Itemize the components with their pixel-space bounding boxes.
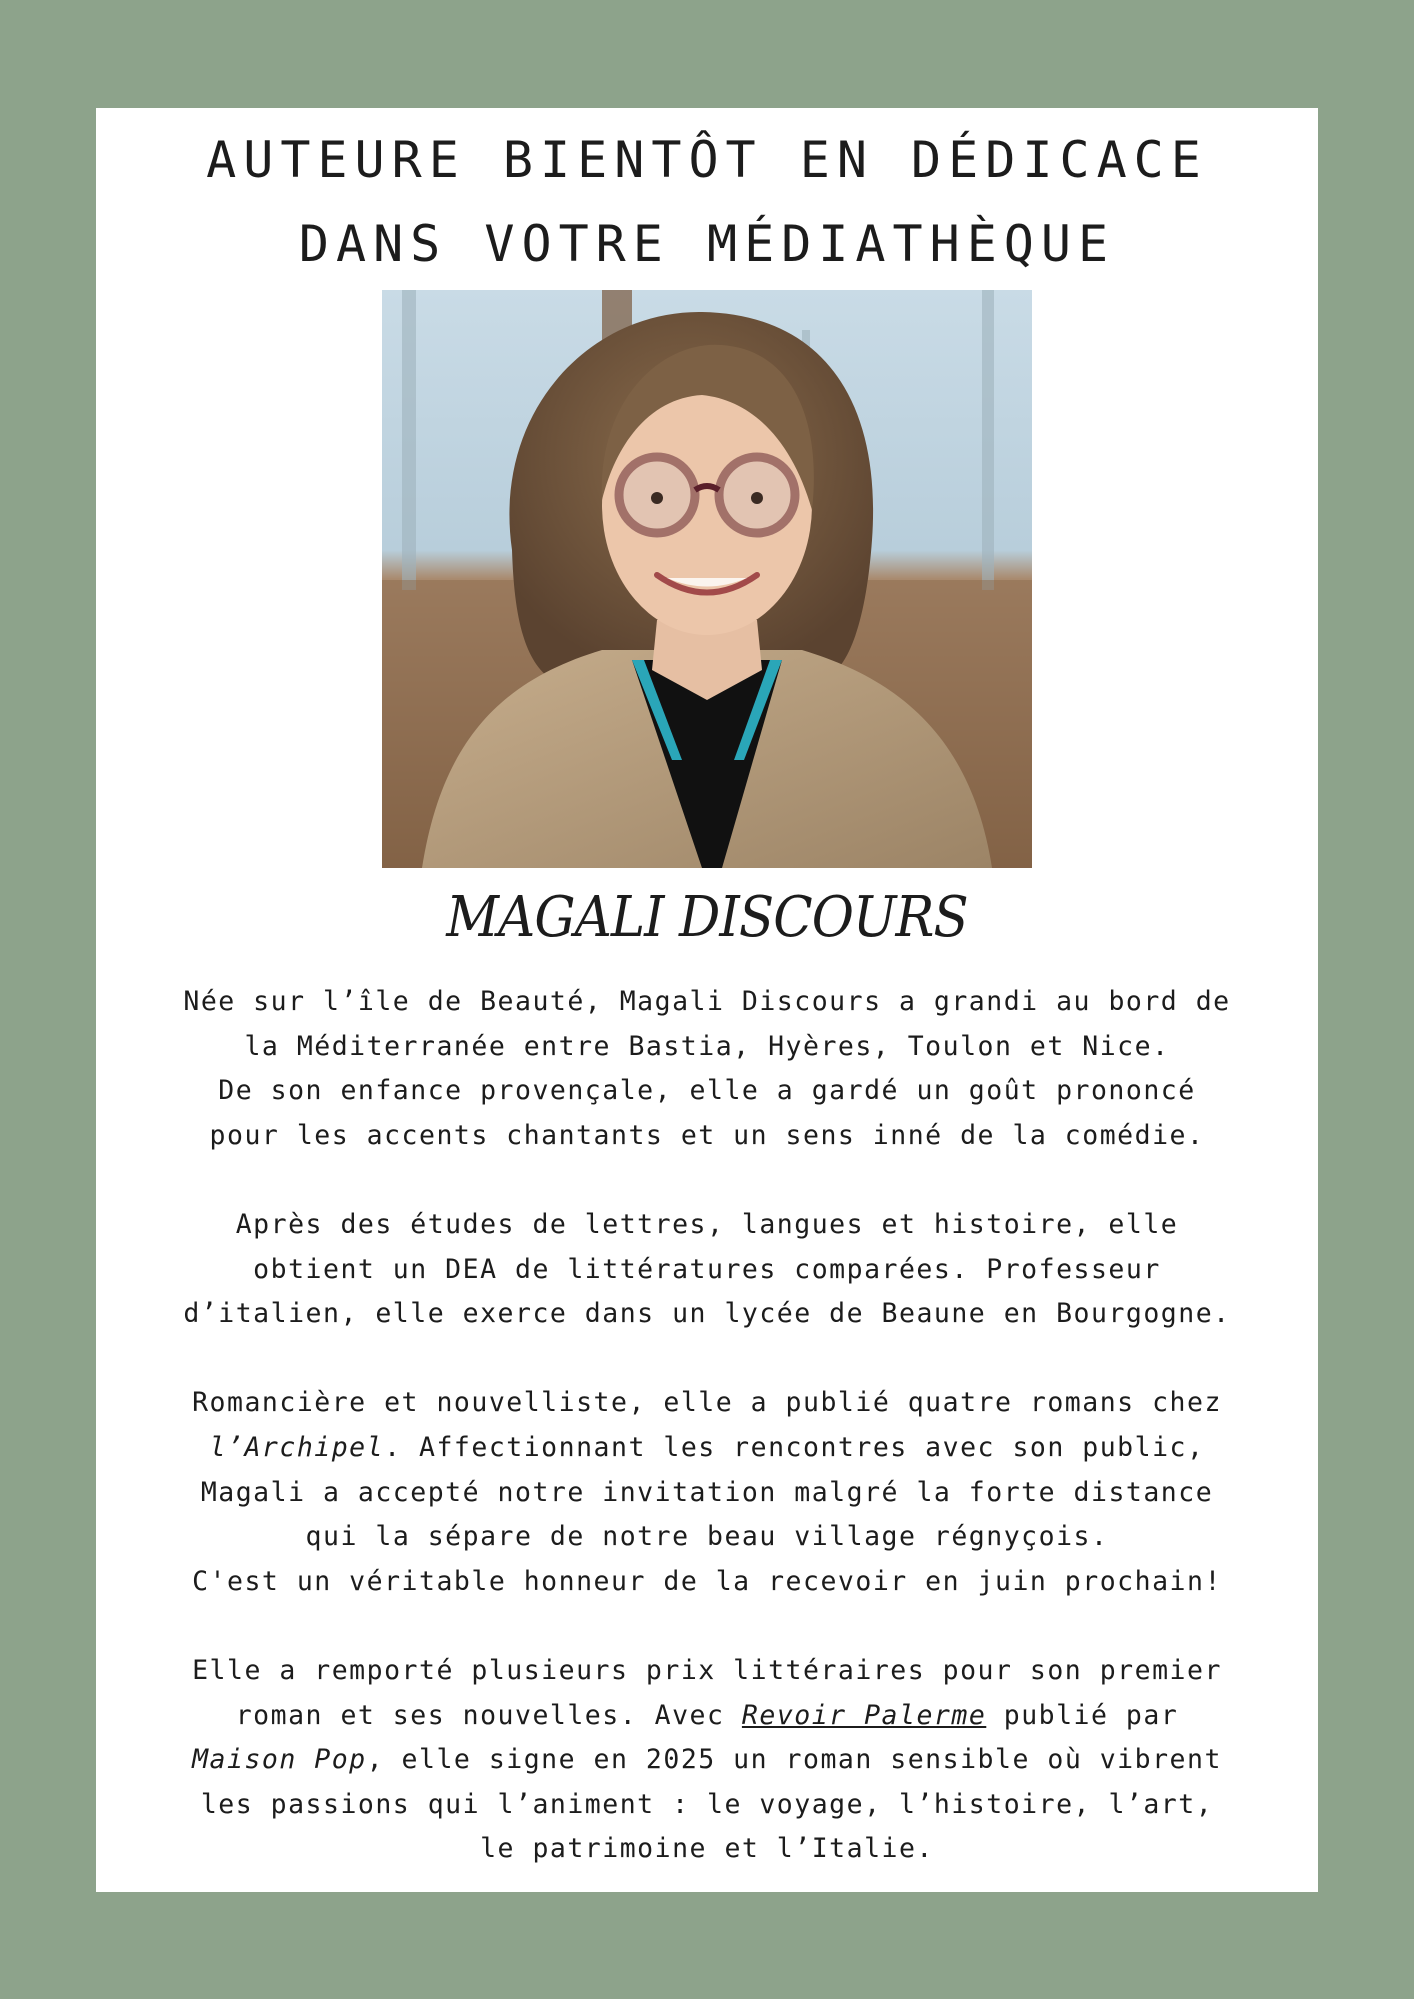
bio-paragraph-3	[116, 1381, 1298, 1604]
author-photo	[382, 290, 1032, 868]
bio-line: Après des études de lettres, langues et histoire, elle	[235, 1208, 1179, 1240]
headline-line-1: AUTEURE BIENTÔT EN DÉDICACE	[206, 131, 1208, 189]
bio-line	[116, 1694, 1298, 1739]
headline-line-2: DANS VOTRE MÉDIATHÈQUE	[298, 215, 1116, 273]
bio-paragraph-2	[116, 1203, 1298, 1337]
bio-paragraph-4	[116, 1649, 1298, 1872]
bio-text: , elle signe en 2025 un roman sensible où vibrent	[366, 1744, 1222, 1776]
poster-card	[96, 108, 1318, 1892]
bio-text: . Affectionnant les rencontres avec son public,	[384, 1431, 1205, 1463]
bio-line: le patrimoine et l’Italie.	[480, 1833, 934, 1865]
bio-text: roman et ses nouvelles. Avec	[235, 1699, 742, 1731]
bio-line: la Méditerranée entre Bastia, Hyères, Toulon et Nice.	[244, 1030, 1170, 1062]
bio-line: C'est un véritable honneur de la recevoir en juin prochain!	[192, 1565, 1222, 1597]
bio-line: qui la sépare de notre beau village régnyçois.	[305, 1521, 1109, 1553]
bio-line	[116, 1738, 1298, 1783]
bio-paragraph-1	[116, 980, 1298, 1158]
headline	[96, 118, 1318, 286]
author-biography	[116, 980, 1298, 1872]
bio-line: d’italien, elle exerce dans un lycée de Beaune en Bourgogne.	[183, 1298, 1231, 1330]
bio-line: Elle a remporté plusieurs prix littéraires pour son premier	[192, 1654, 1222, 1686]
bio-line: Magali a accepté notre invitation malgré la forte distance	[200, 1476, 1214, 1508]
bio-line: obtient un DEA de littératures comparées. Professeur	[253, 1253, 1161, 1285]
bio-line: pour les accents chantants et un sens inné de la comédie.	[209, 1119, 1205, 1151]
book-title-link[interactable]: Revoir Palerme	[741, 1699, 987, 1731]
publisher-maison-pop: Maison Pop	[192, 1744, 367, 1776]
bio-line: les passions qui l’animent : le voyage, l’histoire, l’art,	[200, 1788, 1214, 1820]
publisher-archipel: l’Archipel	[209, 1431, 385, 1463]
author-name: MAGALI DISCOURS	[446, 885, 968, 950]
bio-line: De son enfance provençale, elle a gardé un goût prononcé	[218, 1075, 1196, 1107]
bio-line	[116, 1426, 1298, 1471]
bio-line: Née sur l’île de Beauté, Magali Discours a grandi au bord de	[183, 986, 1231, 1017]
bio-text: publié par	[986, 1699, 1179, 1731]
bio-line: Romancière et nouvelliste, elle a publié quatre romans chez	[192, 1387, 1222, 1419]
